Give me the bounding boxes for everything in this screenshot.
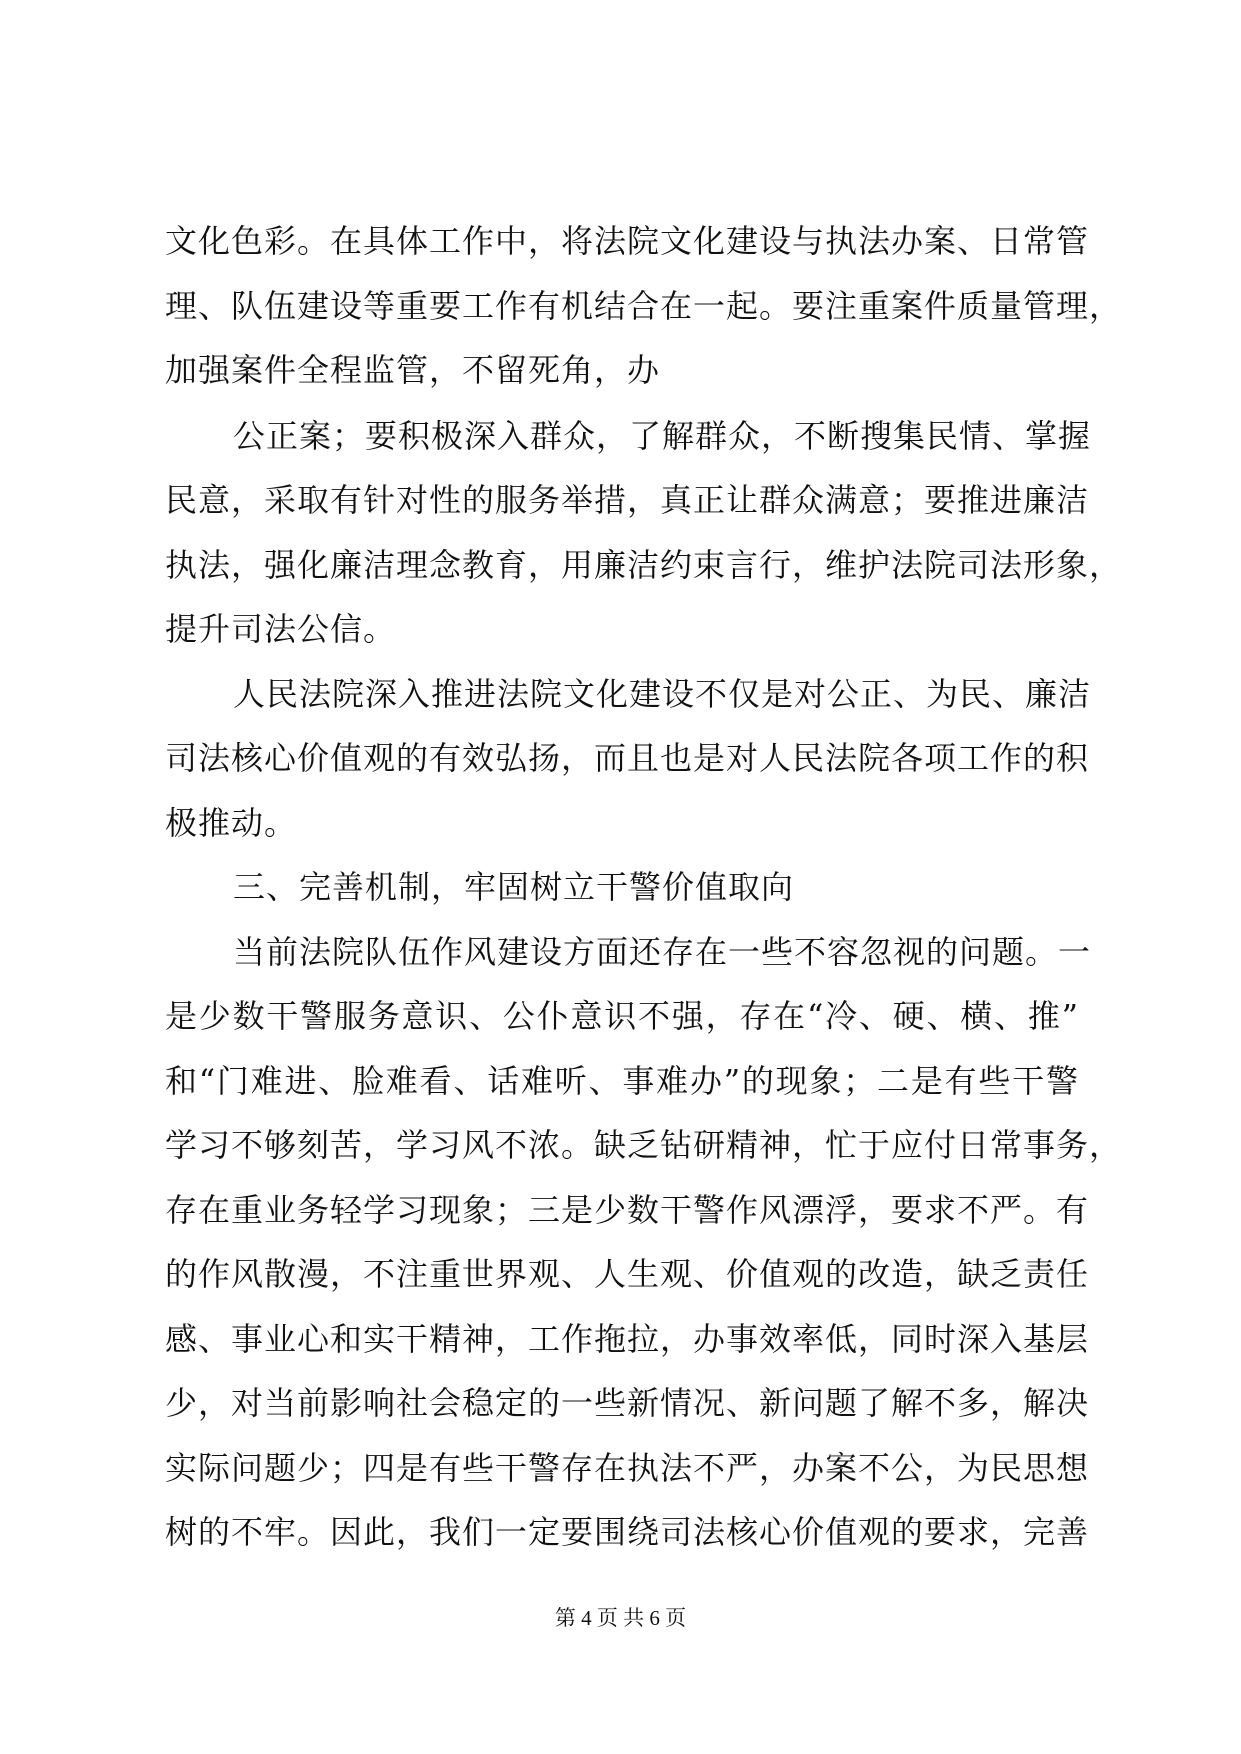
text-line: 提升司法公信。 (165, 610, 397, 648)
text-line: 当前法院队伍作风建设方面还存在一些不容忽视的问题。一 (233, 933, 1092, 971)
text-line: 学习不够刻苦，学习风不浓。缺乏钻研精神，忙于应付日常事务， (165, 1126, 1123, 1164)
text-line: 理、队伍建设等重要工作有机结合在一起。要注重案件质量管理， (165, 287, 1123, 325)
text-line: 的作风散漫，不注重世界观、人生观、价值观的改造，缺乏责任 (165, 1255, 1090, 1293)
text-line: 公正案；要积极深入群众，了解群众，不断搜集民情、掌握 (233, 417, 1092, 455)
section-heading: 三、完善机制，牢固树立干警价值取向 (233, 868, 795, 906)
text-line: 文化色彩。在具体工作中，将法院文化建设与执法办案、日常管 (165, 222, 1090, 260)
text-line: 人民法院深入推进法院文化建设不仅是对公正、为民、廉洁 (233, 675, 1092, 713)
text-line: 树的不牢。因此，我们一定要围绕司法核心价值观的要求，完善 (165, 1513, 1090, 1551)
text-line: 和“门难进、脸难看、话难听、事难办”的现象；二是有些干警 (165, 1062, 1079, 1100)
text-line: 极推动。 (165, 804, 298, 842)
text-line: 民意，采取有针对性的服务举措，真正让群众满意；要推进廉洁 (165, 481, 1090, 519)
text-line: 存在重业务轻学习现象；三是少数干警作风漂浮，要求不严。有 (165, 1191, 1090, 1229)
text-line: 是少数干警服务意识、公仆意识不强，存在“冷、硬、横、推” (165, 997, 1079, 1035)
text-line: 实际问题少；四是有些干警存在执法不严，办案不公，为民思想 (165, 1449, 1090, 1487)
page-number-footer: 第 4 页 共 6 页 (554, 1606, 687, 1630)
text-line: 执法，强化廉洁理念教育，用廉洁约束言行，维护法院司法形象， (165, 546, 1123, 584)
text-line: 司法核心价值观的有效弘扬，而且也是对人民法院各项工作的积 (165, 739, 1090, 777)
text-line: 少，对当前影响社会稳定的一些新情况、新问题了解不多，解决 (165, 1384, 1090, 1422)
text-line: 加强案件全程监管，不留死角，办 (165, 351, 661, 389)
text-line: 感、事业心和实干精神，工作拖拉，办事效率低，同时深入基层 (165, 1320, 1090, 1358)
